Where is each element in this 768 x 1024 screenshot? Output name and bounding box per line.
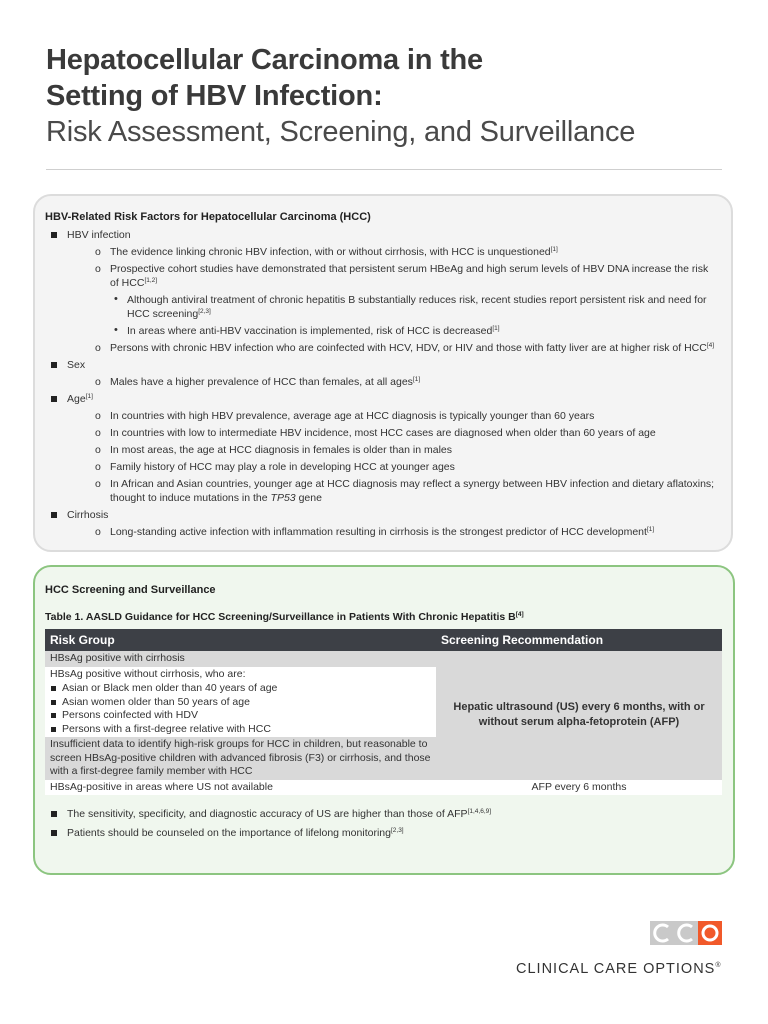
guidance-table bbox=[45, 629, 722, 795]
note-item: Patients should be counseled on the importance of lifelong monitoring[2,3] bbox=[45, 826, 721, 840]
age-label: Age bbox=[67, 393, 86, 405]
screening-heading: HCC Screening and Surveillance bbox=[45, 584, 216, 596]
risk-item-sex bbox=[45, 358, 719, 389]
note-item: The sensitivity, specificity, and diagnostic accuracy of US are higher than those of AFP[1,4,6,9] bbox=[45, 807, 721, 821]
hbv-label: HBV infection bbox=[67, 229, 131, 241]
col-risk-group: Risk Group bbox=[45, 629, 436, 651]
list-item: Asian or Black men older than 40 years of age bbox=[50, 682, 431, 696]
risk-cell-no-us: HBsAg-positive in areas where US not available bbox=[45, 780, 436, 796]
risk-factors-panel bbox=[33, 194, 733, 552]
recommendation-ultrasound: Hepatic ultrasound (US) every 6 months, with or without serum alpha-fetoprotein (AFP) bbox=[436, 651, 722, 780]
hbv-point-2b: • In areas where anti-HBV vaccination is implemented, risk of HCC is decreased[1] bbox=[67, 324, 719, 338]
hbv-point-1: o The evidence linking chronic HBV infection, with or without cirrhosis, with HCC is unquestioned[1] bbox=[67, 245, 719, 259]
sex-point-1: o Males have a higher prevalence of HCC than females, at all ages[1] bbox=[67, 375, 719, 389]
age-point-3: o In most areas, the age at HCC diagnosis in females is older than in males bbox=[67, 443, 719, 457]
logo-mark-icon bbox=[650, 921, 722, 945]
page-header bbox=[46, 42, 726, 150]
title-line-1: Hepatocellular Carcinoma in the bbox=[46, 44, 483, 76]
risk-factors-list bbox=[45, 228, 719, 539]
risk-item-cirrhosis bbox=[45, 508, 719, 539]
risk-cell-children: Insufficient data to identify high-risk groups for HCC in children, but reasonable to screen HBsAg-positive children with advanced fibrosis (F3) or cirrhosis, and those with a first-degree family member with HCC bbox=[45, 737, 436, 780]
risk-cell-cirrhosis: HBsAg positive with cirrhosis bbox=[45, 651, 436, 667]
risk-item-age: Age[1] o In countries with high HBV prevalence, average age at HCC diagnosis is typically younger than 60 years o In countries with low to intermediate HBV incidence, most HCC cases are diagnosed when older than 60 years of age o In most areas, the age at HCC diagnosis in females is older than in males o Family history of HCC may play a role in developing HCC at younger ages o In African and Asian countries, younger age at HCC diagnosis may reflect a synergy between HBV infection and dietary aflatoxins; thought to induce mutations in the TP53 gene bbox=[45, 392, 719, 505]
logo-mark bbox=[650, 921, 722, 945]
col-recommendation: Screening Recommendation bbox=[436, 629, 722, 651]
title-line-2: Setting of HBV Infection: bbox=[46, 80, 383, 112]
table-row bbox=[45, 651, 722, 667]
title-divider bbox=[46, 169, 722, 170]
risk-item-hbv bbox=[45, 228, 719, 355]
age-point-1: o In countries with high HBV prevalence, average age at HCC diagnosis is typically younger than 60 years bbox=[67, 409, 719, 423]
list-item: Persons coinfected with HDV bbox=[50, 709, 431, 723]
sex-label: Sex bbox=[67, 359, 86, 371]
age-point-4: o Family history of HCC may play a role in developing HCC at younger ages bbox=[67, 460, 719, 474]
hbv-point-3: o Persons with chronic HBV infection who are coinfected with HCV, HDV, or HIV and those with fatty liver are at higher risk of HCC[4] bbox=[67, 341, 719, 355]
risk-subgroup-list bbox=[50, 682, 431, 736]
list-item: Persons with a first-degree relative with HCC bbox=[50, 723, 431, 737]
subtitle: Risk Assessment, Screening, and Surveillance bbox=[46, 116, 636, 148]
list-item: Asian women older than 50 years of age bbox=[50, 696, 431, 710]
recommendation-afp: AFP every 6 months bbox=[436, 780, 722, 796]
clinical-care-options-logo bbox=[516, 921, 728, 981]
table-row bbox=[45, 780, 722, 796]
table-header-row bbox=[45, 629, 722, 651]
table-caption: Table 1. AASLD Guidance for HCC Screening/Surveillance in Patients With Chronic Hepatitis B[4] bbox=[45, 611, 524, 623]
age-point-2: o In countries with low to intermediate HBV incidence, most HCC cases are diagnosed when older than 60 years of age bbox=[67, 426, 719, 440]
risk-cell-no-cirrhosis: HBsAg positive without cirrhosis, who are: Asian or Black men older than 40 years of age Asian women older than 50 years of age Persons coinfected with HDV Persons with a first-degree relative with HCC bbox=[45, 667, 436, 738]
screening-panel bbox=[33, 565, 735, 875]
logo-wordmark: CLINICAL CARE OPTIONS® bbox=[516, 961, 722, 977]
age-point-5: o In African and Asian countries, younger age at HCC diagnosis may reflect a synergy between HBV infection and dietary aflatoxins; thought to induce mutations in the TP53 gene bbox=[67, 477, 719, 505]
cirrhosis-point-1: o Long-standing active infection with inflammation resulting in cirrhosis is the strongest predictor of HCC development[1] bbox=[67, 525, 719, 539]
risk-factors-heading: HBV-Related Risk Factors for Hepatocellular Carcinoma (HCC) bbox=[45, 211, 371, 223]
hbv-point-2a: • Although antiviral treatment of chronic hepatitis B substantially reduces risk, recent studies report persistent risk and need for HCC screening[2,3] bbox=[67, 293, 719, 321]
screening-notes bbox=[45, 807, 721, 840]
cirrhosis-label: Cirrhosis bbox=[67, 509, 109, 521]
hbv-point-2: o Prospective cohort studies have demonstrated that persistent serum HBeAg and high serum levels of HBV DNA increase the risk of HCC[1,2] • Although antiviral treatment of chronic hepatitis B substantially reduces risk, recent studies report persistent risk and need for HCC screening[2,3] • In areas where anti-HBV vaccination is implemented, risk of HCC is decreased[1] bbox=[67, 262, 719, 338]
